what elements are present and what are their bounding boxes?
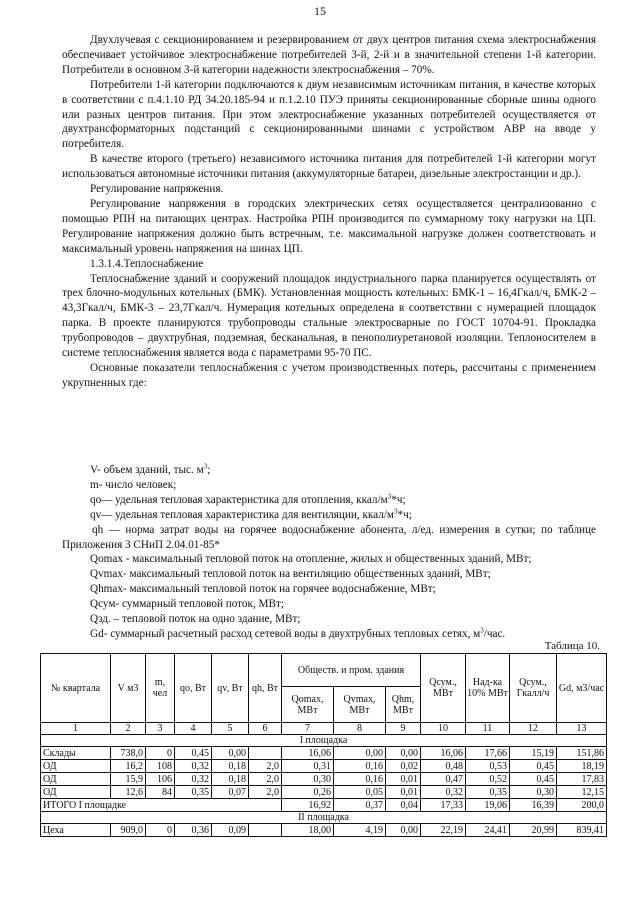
total-cell: 16,92 [282, 799, 334, 812]
header-cell: Qvmax, МВт [334, 687, 386, 723]
column-index-cell: 2 [111, 723, 146, 735]
data-cell: 2,0 [249, 786, 282, 799]
data-cell [249, 747, 282, 760]
table-row [41, 760, 607, 773]
data-cell: 16,06 [421, 747, 466, 760]
section-2-rows [41, 824, 607, 837]
data-cell: 18,19 [557, 760, 607, 773]
data-cell: 0,31 [282, 760, 334, 773]
data-cell: 0,53 [466, 760, 510, 773]
data-cell: 0,00 [386, 824, 421, 837]
data-cell: 839,41 [557, 824, 607, 837]
table-caption: Таблица 10. [544, 640, 600, 652]
data-cell: 0,18 [212, 773, 249, 786]
data-cell: 0,05 [334, 786, 386, 799]
header-cell: Над-ка 10% МВт [466, 654, 510, 723]
total-cell: 0,04 [386, 799, 421, 812]
data-cell: 2,0 [249, 760, 282, 773]
total-cell: 200,0 [557, 799, 607, 812]
data-cell: 0,00 [334, 747, 386, 760]
total-row [41, 799, 607, 812]
table-row [41, 773, 607, 786]
data-cell: 738,0 [111, 747, 146, 760]
data-cell: 0,32 [175, 760, 212, 773]
column-index-cell: 3 [146, 723, 175, 735]
section-1-rows [41, 747, 607, 799]
header-cell: Gd, м3/час [557, 654, 607, 723]
paragraph: Потребители 1-й категории подключаются к двум независимым источникам питания, в качестве которых в соответствии с п.4.1.10 РД 34.20.185-94 и п.1.2.10 ПУЭ приняты секционированные сборные шины одного или разных центров питания. При этом электроснабжение указанных потребителей осуществляется от двухтрансформаторных подстанций с секционированными шинами с устройством АВР на вводе у потребителя. [62, 78, 596, 151]
header-cell: qv, Вт [212, 654, 249, 723]
paragraph: Основные показатели теплоснабжения с учетом производственных потерь, рассчитаны с применением укрупненных где: [62, 361, 596, 389]
header-group-cell: Обществ. и пром. здания [282, 654, 421, 687]
data-cell: 0,30 [282, 773, 334, 786]
heat-supply-table [40, 653, 607, 837]
data-cell: 0,52 [466, 773, 510, 786]
column-index-cell: 8 [334, 723, 386, 735]
total-cell: 17,33 [421, 799, 466, 812]
column-index-cell: 4 [175, 723, 212, 735]
data-cell: 106 [146, 773, 175, 786]
legend-item: qh — норма затрат воды на горячее водоснабжение абонента, л/ед. измерения в сутки; по таблице Приложения 3 СНиП 2.04.01-85* [62, 523, 596, 551]
column-index-cell: 9 [386, 723, 421, 735]
paragraph: Двухлучевая с секционированием и резервированием от двух центров питания схема электроснабжения обеспечивает устойчивое электроснабжение потребителей 3-й, 2-й и в значительной степени 1-й категории. Потребители в основном 3-й категории надежности электроснабжения – 70%. [62, 34, 596, 76]
data-cell: 20,99 [510, 824, 557, 837]
header-cell: Qhm, МВт [386, 687, 421, 723]
data-cell: 2,0 [249, 773, 282, 786]
legend-list [62, 463, 596, 642]
paragraph: В качестве второго (третьего) независимого источника питания для потребителей 1-й категории могут использоваться автономные источники питания (аккумуляторные батареи, дизельные электростанции и др.). [62, 153, 596, 181]
data-cell: 17,66 [466, 747, 510, 760]
column-index-row [41, 723, 607, 735]
legend-item: V- объем зданий, тыс. $м^3$; [90, 462, 211, 476]
data-cell: 0,07 [212, 786, 249, 799]
data-cell: 12,15 [557, 786, 607, 799]
section-label: II площадка [41, 812, 607, 824]
column-index-cell: 12 [510, 723, 557, 735]
header-row [41, 654, 607, 687]
data-cell: 0 [146, 824, 175, 837]
table-row [41, 786, 607, 799]
data-cell: 0,01 [386, 786, 421, 799]
data-cell: 0 [146, 747, 175, 760]
legend-item: Qomax - максимальный тепловой поток на отопление, жилых и общественных зданий, МВт; [90, 553, 532, 566]
data-cell: 0,09 [212, 824, 249, 837]
data-cell: 108 [146, 760, 175, 773]
total-cell: 19,06 [466, 799, 510, 812]
total-label: ИТОГО I площадке [41, 799, 282, 812]
data-cell: 15,19 [510, 747, 557, 760]
legend-item: qo— удельная тепловая характеристика для отопления, ккал/$м^3*ч$; [90, 492, 406, 506]
data-cell: 84 [146, 786, 175, 799]
row-label: Цеха [41, 824, 111, 837]
section-row [41, 735, 607, 747]
header-cell: qo, Вт [175, 654, 212, 723]
legend-item: Gd- суммарный расчетный расход сетевой воды в двухтрубных тепловых сетях, $м^3$/час. [90, 626, 506, 640]
section-heading: 1.3.1.4.Теплоснабжение [90, 257, 204, 270]
section-label: I площадка [41, 735, 607, 747]
data-cell: 15,9 [111, 773, 146, 786]
data-cell: 0,32 [421, 786, 466, 799]
data-cell: 4,19 [334, 824, 386, 837]
header-cell: Qсум., МВт [421, 654, 466, 723]
total-cell: 16,39 [510, 799, 557, 812]
data-cell: 0,16 [334, 773, 386, 786]
legend-item: Qvmax- максимальный тепловой поток на вентиляцию общественных зданий, МВт; [90, 568, 491, 581]
data-cell: 16,06 [282, 747, 334, 760]
row-label: ОД [41, 786, 111, 799]
legend-item: Qсум- суммарный тепловой поток, МВт; [90, 598, 284, 611]
data-cell: 909,0 [111, 824, 146, 837]
row-label: ОД [41, 760, 111, 773]
header-cell: № квартала [41, 654, 111, 723]
column-index-cell: 10 [421, 723, 466, 735]
section-row [41, 812, 607, 824]
header-cell: m, чел [146, 654, 175, 723]
data-cell: 0,01 [386, 773, 421, 786]
column-index-cell: 6 [249, 723, 282, 735]
data-cell: 24,41 [466, 824, 510, 837]
column-index-cell: 11 [466, 723, 510, 735]
data-cell: 0,32 [175, 773, 212, 786]
data-cell: 18,00 [282, 824, 334, 837]
data-cell: 0,35 [466, 786, 510, 799]
data-cell: 151,86 [557, 747, 607, 760]
data-cell: 0,30 [510, 786, 557, 799]
column-index-cell: 1 [41, 723, 111, 735]
data-cell: 0,18 [212, 760, 249, 773]
column-index-cell: 7 [282, 723, 334, 735]
column-index-cell: 5 [212, 723, 249, 735]
data-cell: 16,2 [111, 760, 146, 773]
data-cell: 0,47 [421, 773, 466, 786]
data-cell: 0,00 [386, 747, 421, 760]
data-cell: 0,02 [386, 760, 421, 773]
body-text-block [62, 33, 596, 391]
data-cell: 0,16 [334, 760, 386, 773]
header-cell: V м3 [111, 654, 146, 723]
header-cell: Qomax, МВт [282, 687, 334, 723]
data-cell: 0,35 [175, 786, 212, 799]
data-cell: 0,45 [510, 760, 557, 773]
data-cell: 0,45 [175, 747, 212, 760]
legend-item: qv— удельная тепловая характеристика для вентиляции, ккал/$м^3*ч$; [90, 506, 412, 521]
paragraph: Теплоснабжение зданий и сооружений площадок индустриального парка планируется осуществлять от трех блочно-модульных котельных (БМК). Установленная мощность котельных: БМК-1 – 16,4Гкал/ч, БМК-2 – 43,3Гкал/ч, БМК-3 – 23,7Гкал/ч. Нумерация котельных определена в соответствии с нумерацией площадок парка. В проекте планируются трубопроводы стальные электросварные по ГОСТ 10704-91. Прокладка трубопроводов – двухтрубная, подземная, бесканальная, в пенополиуретановой изоляции. Теплоносителем в системе теплоснабжения является вода с параметрами 95-70 ПС. [62, 272, 596, 360]
data-cell: 22,19 [421, 824, 466, 837]
table-row [41, 747, 607, 760]
data-cell: 0,00 [212, 747, 249, 760]
column-index-cell: 13 [557, 723, 607, 735]
legend-item: Qhmax- максимальный тепловой поток на горячее водоснабжение, МВт; [90, 583, 436, 596]
header-cell: qh, Вт [249, 654, 282, 723]
header-cell: Qсум., Гкалл/ч [510, 654, 557, 723]
page-number: 15 [314, 4, 326, 18]
row-label: ОД [41, 773, 111, 786]
subheading: Регулирование напряжения. [90, 183, 224, 196]
data-cell: 0,26 [282, 786, 334, 799]
legend-item: m- число человек; [90, 478, 177, 491]
legend-item: Qзд. – тепловой поток на одно здание, МВт; [90, 613, 301, 626]
data-cell: 12,6 [111, 786, 146, 799]
total-cell: 0,37 [334, 799, 386, 812]
row-label: Склады [41, 747, 111, 760]
data-cell: 0,48 [421, 760, 466, 773]
data-cell: 17,83 [557, 773, 607, 786]
data-cell [249, 824, 282, 837]
paragraph: Регулирование напряжения в городских электрических сетях осуществляется централизованно с помощью РПН на питающих центрах. Настройка РПН производится по суммарному току нагрузки на ЦП. Регулирование напряжения должно быть встречным, т.е. максимальной нагрузке должен соответствовать и максимальный уровень напряжения на шинах ЦП. [62, 197, 596, 255]
table-row [41, 824, 607, 837]
data-cell: 0,45 [510, 773, 557, 786]
data-cell: 0,36 [175, 824, 212, 837]
